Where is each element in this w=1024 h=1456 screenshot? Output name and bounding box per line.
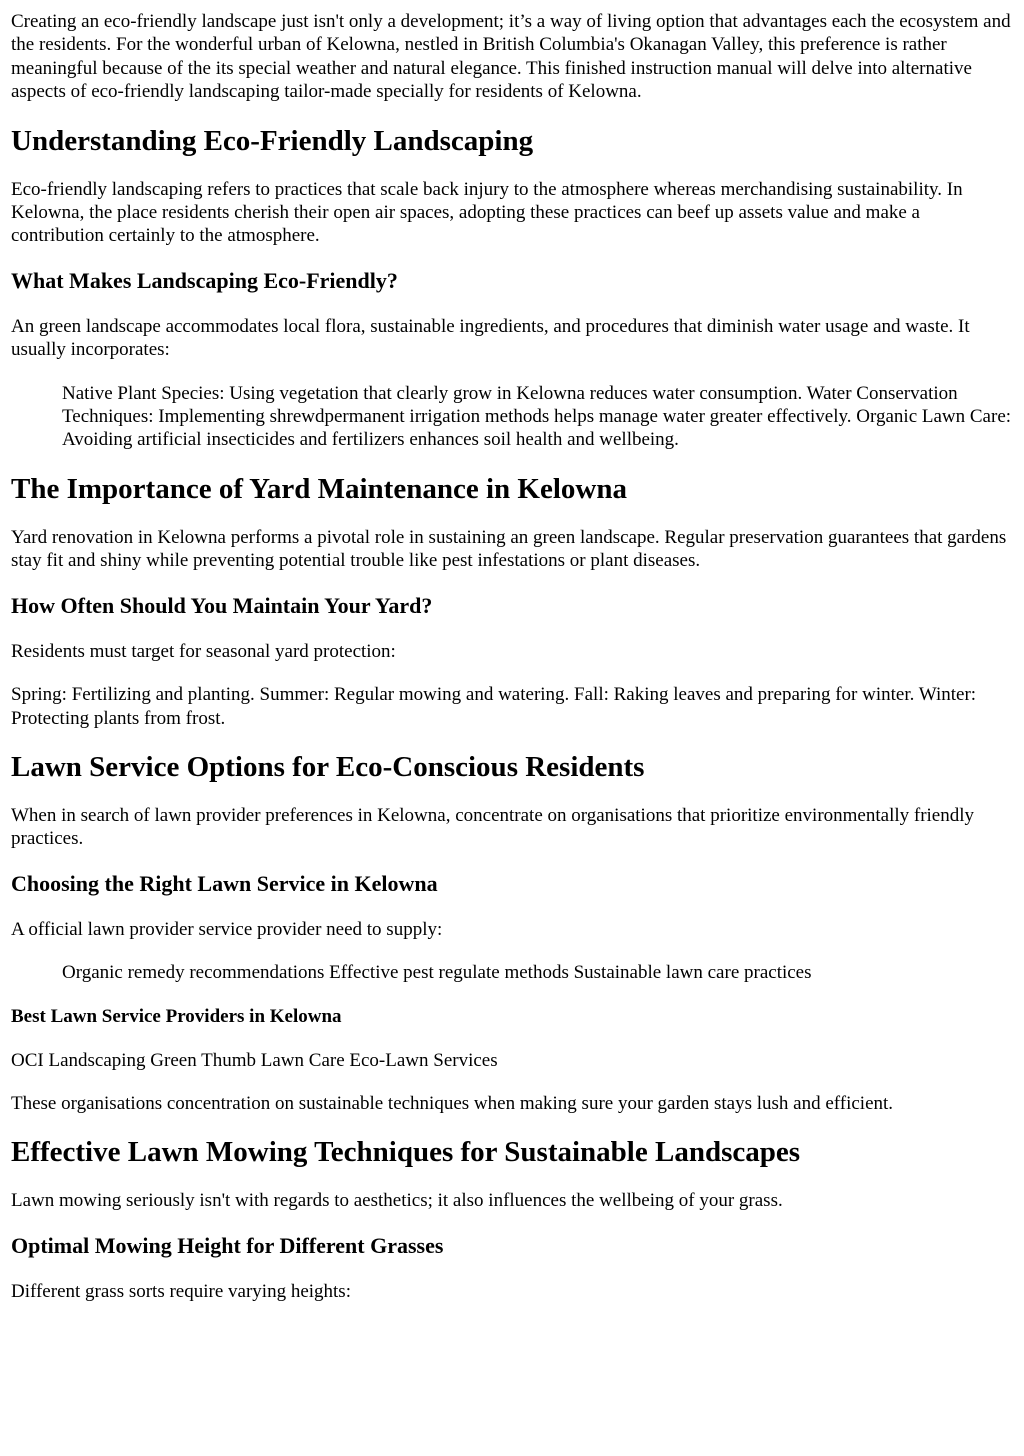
paragraph: Spring: Fertilizing and planting. Summer: Regular mowing and watering. Fall: Raking leaves and preparing for winter. Winter: Protecting plants from frost. — [11, 684, 977, 729]
paragraph: These organisations concentration on sustainable techniques when making sure your garden stays lush and efficient. — [11, 1092, 894, 1114]
subheading-choosing-lawn-service: Choosing the Right Lawn Service in Kelowna — [11, 870, 438, 896]
article — [0, 10, 1024, 1303]
paragraph: A official lawn provider service provider need to supply: — [11, 918, 443, 940]
subheading-mowing-height: Optimal Mowing Height for Different Grasses — [11, 1232, 444, 1258]
indented-list-text: Native Plant Species: Using vegetation that clearly grow in Kelowna reduces water consumption. Water Conservation Techniques: Implementing shrewdpermanent irrigation methods helps manage water greater effectively. Organic Lawn Care: Avoiding artificial insecticides and fertilizers enhances soil health and wellbeing. — [62, 382, 1012, 451]
paragraph: Residents must target for seasonal yard protection: — [11, 640, 396, 662]
paragraph: Different grass sorts require varying heights: — [11, 1280, 351, 1302]
paragraph: Yard renovation in Kelowna performs a pivotal role in sustaining an green landscape. Regular preservation guarantees that gardens stay fit and shiny while preventing potential trouble like pest infestations or plant diseases. — [11, 526, 1007, 572]
paragraph: When in search of lawn provider preferences in Kelowna, concentrate on organisations that prioritize environmentally friendly practices. — [11, 804, 975, 850]
indented-list-text: Organic remedy recommendations Effective pest regulate methods Sustainable lawn care practices — [62, 962, 812, 984]
intro-paragraph: Creating an eco-friendly landscape just isn't only a development; it’s a way of living option that advantages each the ecosystem and the residents. For the wonderful urban of Kelowna, nestled in British Columbia's Okanagan Valley, this preference is rather meaningful because of the its special weather and natural elegance. This finished instruction manual will delve into alternative aspects of eco-friendly landscaping tailor-made specially for residents of Kelowna. — [11, 11, 1011, 103]
paragraph: Eco-friendly landscaping refers to practices that scale back injury to the atmosphere whereas merchandising sustainability. In Kelowna, the place residents cherish their open air spaces, adopting these practices can beef up assets value and make a contribution certainly to the atmosphere. — [11, 178, 963, 247]
section-heading-understanding: Understanding Eco-Friendly Landscaping — [11, 124, 534, 157]
subheading-what-makes: What Makes Landscaping Eco-Friendly? — [11, 267, 398, 293]
section-heading-yard-maintenance: The Importance of Yard Maintenance in Kelowna — [11, 472, 627, 505]
subheading-how-often: How Often Should You Maintain Your Yard? — [11, 592, 433, 618]
paragraph: Lawn mowing seriously isn't with regards to aesthetics; it also influences the wellbeing of your grass. — [11, 1190, 783, 1212]
paragraph: OCI Landscaping Green Thumb Lawn Care Eco-Lawn Services — [11, 1049, 498, 1071]
section-heading-mowing-techniques: Effective Lawn Mowing Techniques for Sustainable Landscapes — [11, 1136, 801, 1169]
paragraph: An green landscape accommodates local flora, sustainable ingredients, and procedures that diminish water usage and waste. It usually incorporates: — [11, 315, 970, 361]
section-heading-lawn-service: Lawn Service Options for Eco-Conscious Residents — [11, 750, 645, 783]
subheading-best-providers: Best Lawn Service Providers in Kelowna — [11, 1005, 342, 1027]
